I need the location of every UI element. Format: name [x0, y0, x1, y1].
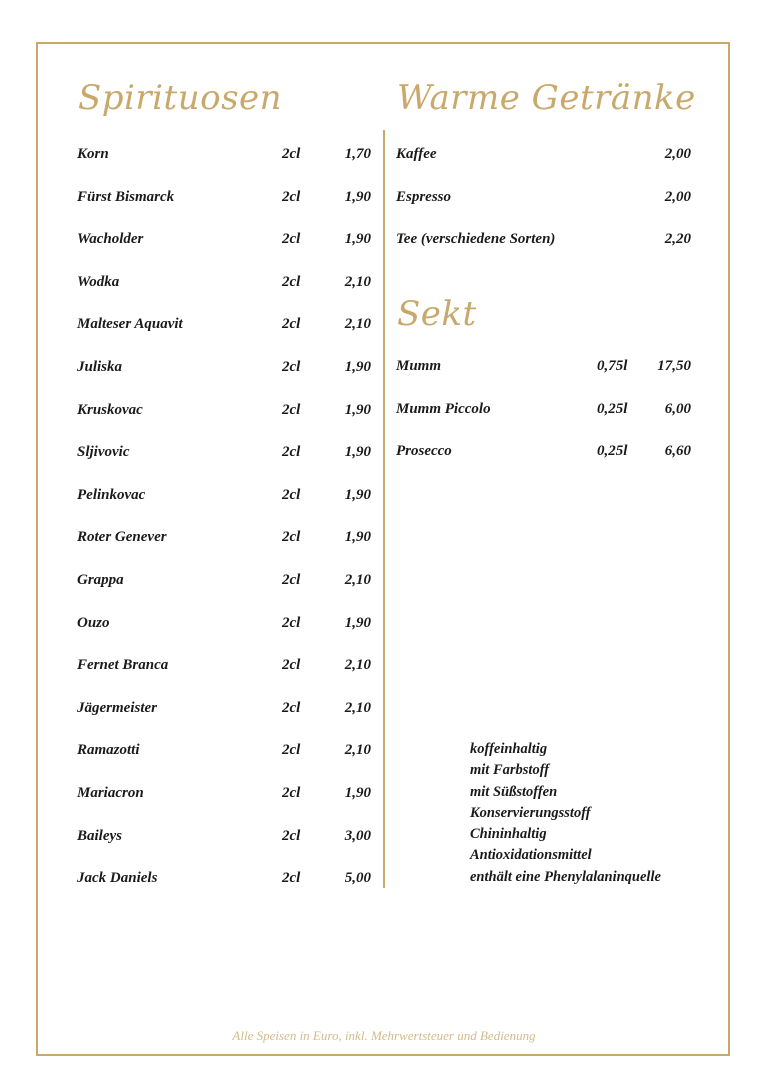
item-size: 2cl: [282, 657, 301, 674]
menu-item: [77, 185, 371, 209]
item-size: 2cl: [282, 870, 301, 887]
item-price: 2,00: [664, 146, 691, 162]
legend-item: Konservierungsstoff: [470, 804, 591, 821]
item-size: 2cl: [282, 188, 301, 205]
item-price: 1,90: [344, 444, 371, 461]
item-name: Roter Genever: [77, 529, 167, 546]
legend-item: Antioxidationsmittel: [470, 847, 592, 864]
item-name: Korn: [77, 146, 109, 162]
legend-item: mit Farbstoff: [470, 762, 550, 779]
menu-item: [77, 483, 371, 507]
menu-item: [77, 525, 371, 549]
item-size: 2cl: [282, 785, 301, 801]
legend-item: Chininhaltig: [470, 826, 547, 843]
item-price: 2,10: [344, 316, 371, 333]
item-name: Mariacron: [77, 785, 144, 801]
menu-item: [396, 397, 691, 421]
item-size: 2cl: [282, 359, 301, 375]
menu-item: [77, 270, 371, 294]
item-size: 0,25l: [597, 400, 628, 417]
item-size: 2cl: [282, 316, 301, 333]
menu-item: [77, 866, 371, 890]
legend-item: koffeinhaltig: [470, 741, 548, 757]
menu-item: [77, 568, 371, 592]
menu-item: [77, 653, 371, 677]
item-price: 1,70: [344, 146, 371, 162]
menu-item: [396, 439, 691, 463]
section-title-sekt: Sekt: [397, 294, 477, 334]
item-size: 2cl: [282, 572, 301, 588]
item-name: Kruskovac: [77, 401, 143, 418]
item-name: Fürst Bismarck: [77, 188, 175, 205]
item-price: 2,10: [344, 572, 371, 588]
menu-item: [396, 185, 691, 209]
item-price: 2,10: [344, 742, 371, 759]
menu-item: [77, 781, 371, 805]
item-price: 1,90: [344, 785, 371, 801]
item-price: 5,00: [344, 870, 371, 887]
item-price: 2,00: [664, 188, 691, 205]
item-name: Jack Daniels: [77, 870, 158, 887]
item-name: Mumm Piccolo: [396, 400, 491, 417]
item-name: Sljivovic: [77, 444, 130, 461]
legend-item: enthält eine Phenylalaninquelle: [470, 868, 661, 885]
item-size: 2cl: [282, 146, 301, 162]
item-size: 2cl: [282, 401, 301, 418]
menu-item: [396, 227, 691, 251]
menu-item: [77, 611, 371, 635]
additives-legend: [470, 739, 661, 888]
item-name: Malteser Aquavit: [77, 316, 183, 333]
item-size: 2cl: [282, 444, 301, 461]
item-price: 1,90: [344, 231, 371, 248]
item-name: Ouzo: [77, 614, 110, 631]
menu-item: [77, 142, 371, 166]
item-size: 2cl: [282, 742, 301, 759]
item-size: 0,75l: [597, 358, 628, 374]
item-name: Pelinkovac: [77, 486, 146, 503]
item-size: 2cl: [282, 827, 301, 844]
item-size: 0,25l: [597, 443, 628, 460]
item-name: Juliska: [77, 359, 123, 375]
item-size: 2cl: [282, 699, 301, 716]
menu-item: [396, 354, 691, 378]
item-price: 1,90: [344, 529, 371, 546]
column-divider: [383, 130, 385, 888]
item-price: 1,90: [344, 401, 371, 418]
item-price: 2,10: [344, 273, 371, 290]
item-price: 6,60: [664, 443, 691, 460]
menu-item: [77, 227, 371, 251]
item-name: Mumm: [396, 358, 442, 374]
item-price: 2,10: [344, 699, 371, 716]
menu-item: [77, 312, 371, 336]
item-size: 2cl: [282, 614, 301, 631]
item-name: Prosecco: [396, 443, 452, 460]
menu-item: [77, 738, 371, 762]
item-price: 6,00: [664, 400, 691, 417]
legend-item: mit Süßstoffen: [470, 783, 558, 800]
item-size: 2cl: [282, 231, 301, 248]
item-name: Jägermeister: [77, 699, 157, 716]
menu-item: [396, 142, 691, 166]
menu-item: [77, 355, 371, 379]
item-name: Grappa: [77, 572, 124, 588]
menu-item: [77, 440, 371, 464]
item-size: 2cl: [282, 486, 301, 503]
item-name: Fernet Branca: [77, 657, 169, 674]
item-name: Ramazotti: [77, 742, 140, 759]
item-name: Tee (verschiedene Sorten): [396, 231, 556, 248]
item-size: 2cl: [282, 273, 301, 290]
item-price: 17,50: [657, 358, 691, 374]
item-name: Wacholder: [77, 231, 144, 248]
item-name: Wodka: [77, 273, 120, 290]
item-price: 1,90: [344, 188, 371, 205]
item-size: 2cl: [282, 529, 301, 546]
item-name: Baileys: [77, 827, 122, 844]
item-price: 1,90: [344, 359, 371, 375]
item-price: 3,00: [344, 827, 371, 844]
footer-note: Alle Speisen in Euro, inkl. Mehrwertsteuer und Bedienung: [232, 1028, 536, 1043]
menu-item: [77, 398, 371, 422]
section-title-spirituosen: Spirituosen: [78, 78, 283, 118]
section-title-warme-getraenke: Warme Getränke: [397, 78, 696, 118]
item-price: 2,10: [344, 657, 371, 674]
menu-item: [77, 824, 371, 848]
item-price: 2,20: [664, 231, 691, 248]
item-price: 1,90: [344, 614, 371, 631]
item-name: Espresso: [396, 188, 452, 205]
item-price: 1,90: [344, 486, 371, 503]
menu-item: [77, 696, 371, 720]
item-name: Kaffee: [396, 146, 437, 162]
